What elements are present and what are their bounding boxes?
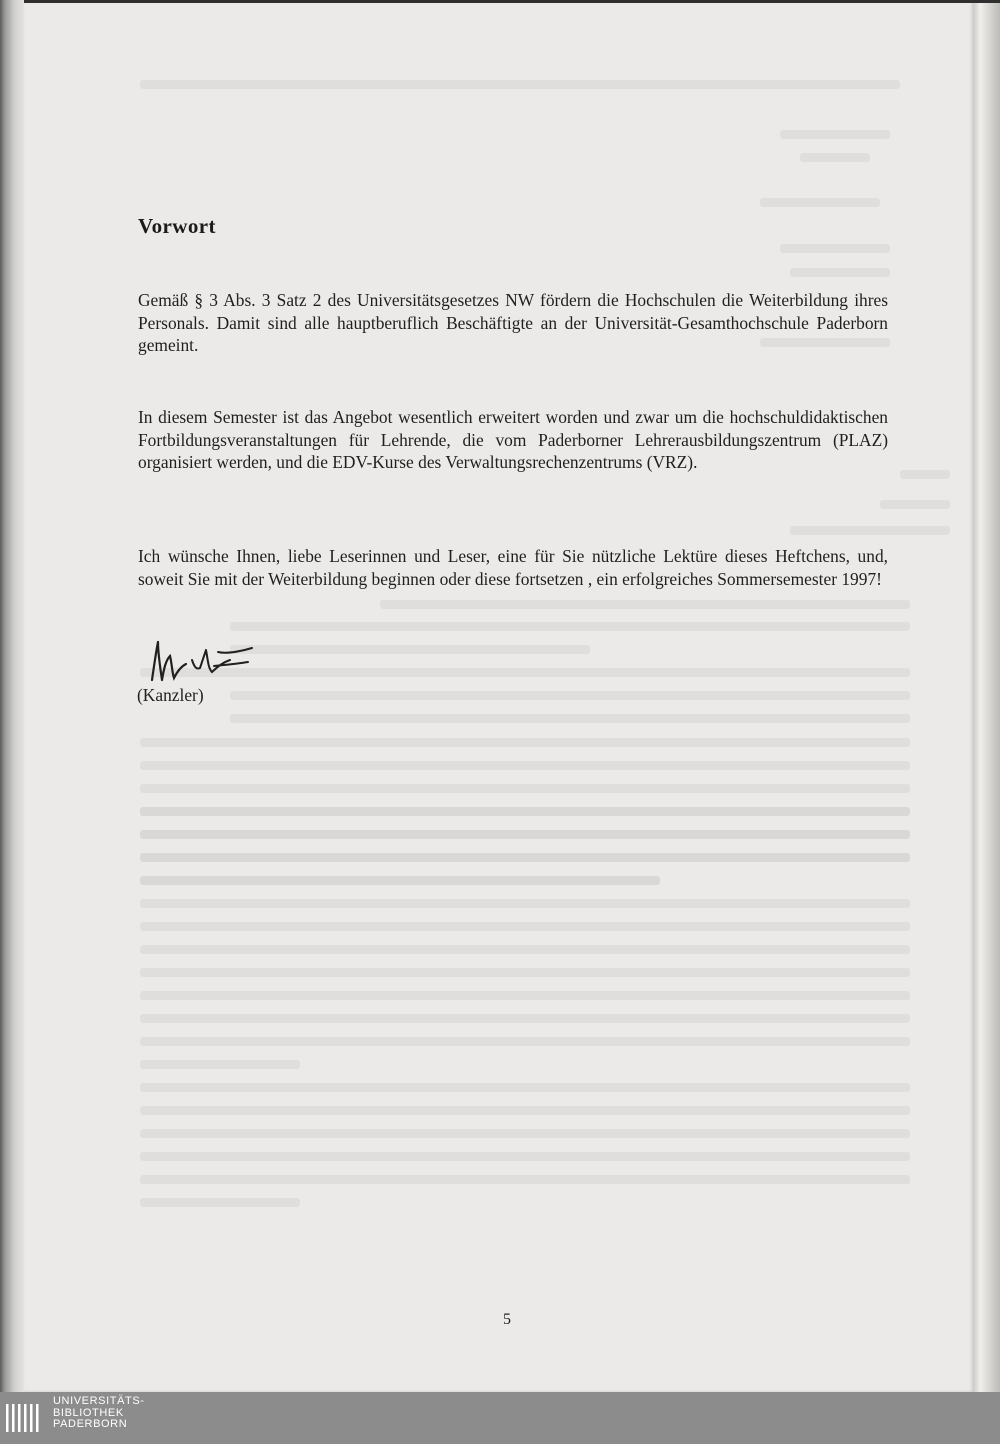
top-edge-line: [24, 0, 1000, 3]
signer-title: (Kanzler): [137, 685, 204, 705]
paragraph-legal-basis: Gemäß § 3 Abs. 3 Satz 2 des Universitätsgesetzes NW fördern die Hochschulen die Weiterbildung ihres Personals. Damit sind alle hauptberuflich Beschäftigte an der Universität-Gesamthochschule Paderborn gemeint.: [138, 290, 888, 355]
paragraph-wishes: Ich wünsche Ihnen, liebe Leserinnen und Leser, eine für Sie nützliche Lektüre dieses Heftchens, und, soweit Sie mit der Weiterbildung beginnen oder diese fortsetzen , ein erfolgreiches Sommersemester 1997!: [138, 546, 888, 589]
page-number: 5: [503, 1311, 511, 1328]
page-edge: [974, 0, 1000, 1392]
binding-shadow: [0, 0, 24, 1392]
library-footer: [0, 1392, 1000, 1444]
library-name-line-3: PADERBORN: [53, 1418, 128, 1430]
library-name-line-1: UNIVERSITÄTS-: [53, 1395, 145, 1407]
library-logo-icon: [4, 1400, 44, 1436]
handwritten-signature: [148, 630, 258, 690]
paragraph-offer-extension: In diesem Semester ist das Angebot wesentlich erweitert worden und zwar um die hochschuldidaktischen Fortbildungsveranstaltungen für Lehrende, die vom Paderborner Lehrerausbildungszentrum (PLAZ) organisiert werden, und die EDV-Kurse des Verwaltungsrechenzentrums (VRZ).: [138, 407, 888, 472]
library-name: [53, 1396, 145, 1431]
library-name-line-2: BIBLIOTHEK: [53, 1406, 124, 1419]
page-title: Vorwort: [138, 214, 216, 238]
